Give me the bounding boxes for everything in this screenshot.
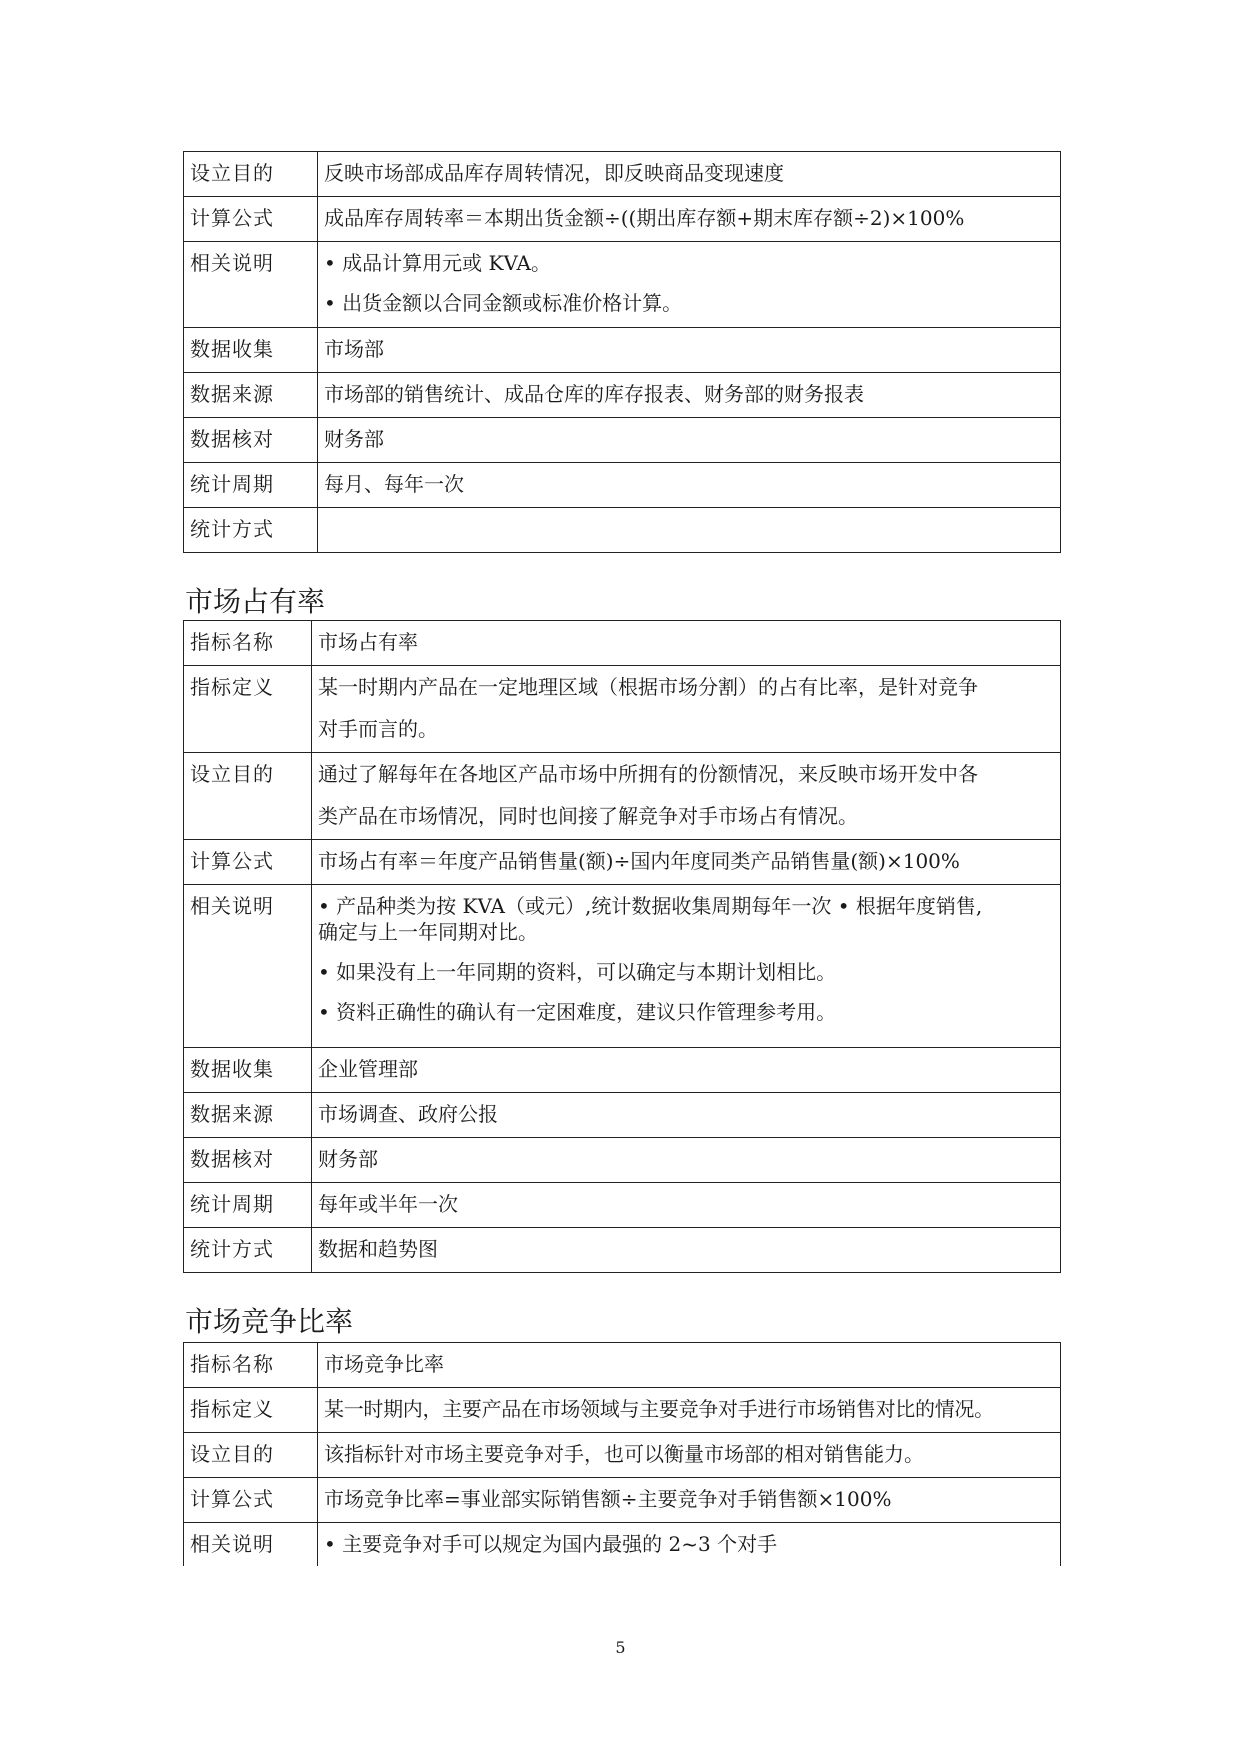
row-key: 数据来源 bbox=[184, 1093, 312, 1138]
row-value: 财务部 bbox=[312, 1138, 1061, 1183]
table-row bbox=[184, 242, 1061, 328]
table-row bbox=[184, 328, 1061, 373]
table-row bbox=[184, 463, 1061, 508]
page-number: 5 bbox=[615, 1638, 626, 1657]
table-row bbox=[184, 666, 1061, 753]
row-key: 数据来源 bbox=[184, 373, 318, 418]
section-title-market-share: 市场占有率 bbox=[185, 585, 326, 618]
row-key: 指标定义 bbox=[184, 666, 312, 753]
row-key: 统计周期 bbox=[184, 1183, 312, 1228]
row-value: 市场竞争比率 bbox=[318, 1343, 1061, 1388]
row-value: 某一时期内，主要产品在市场领域与主要竞争对手进行市场销售对比的情况。 bbox=[318, 1388, 1061, 1433]
table-row bbox=[184, 1433, 1061, 1478]
table-row bbox=[184, 152, 1061, 197]
row-key: 指标定义 bbox=[184, 1388, 318, 1433]
row-value: 每年或半年一次 bbox=[312, 1183, 1061, 1228]
table-row bbox=[184, 753, 1061, 840]
row-value: 通过了解每年在各地区产品市场中所拥有的份额情况，来反映市场开发中各 类产品在市场情况，同时也间接了解竞争对手市场占有情况。 bbox=[312, 753, 1061, 840]
row-key: 数据核对 bbox=[184, 1138, 312, 1183]
section-title-market-competition-ratio: 市场竞争比率 bbox=[185, 1305, 354, 1338]
table-row bbox=[184, 418, 1061, 463]
row-value: 市场占有率＝年度产品销售量(额)÷国内年度同类产品销售量(额)×100% bbox=[312, 840, 1061, 885]
row-key: 相关说明 bbox=[184, 242, 318, 328]
table-row bbox=[184, 508, 1061, 553]
table-row bbox=[184, 197, 1061, 242]
table-row bbox=[184, 1138, 1061, 1183]
table-row bbox=[184, 1388, 1061, 1433]
row-key: 设立目的 bbox=[184, 753, 312, 840]
indicator-table-inventory-turnover bbox=[183, 151, 1061, 553]
row-value: 数据和趋势图 bbox=[312, 1228, 1061, 1273]
table-row bbox=[184, 840, 1061, 885]
table-row bbox=[184, 1048, 1061, 1093]
row-value: 财务部 bbox=[318, 418, 1061, 463]
row-value: 反映市场部成品库存周转情况，即反映商品变现速度 bbox=[318, 152, 1061, 197]
row-value: 市场占有率 bbox=[312, 621, 1061, 666]
row-value: 成品库存周转率＝本期出货金额÷((期出库存额+期末库存额÷2)×100% bbox=[318, 197, 1061, 242]
row-value: 市场调查、政府公报 bbox=[312, 1093, 1061, 1138]
table-row bbox=[184, 1228, 1061, 1273]
row-key: 指标名称 bbox=[184, 1343, 318, 1388]
table-row bbox=[184, 1343, 1061, 1388]
row-key: 统计方式 bbox=[184, 508, 318, 553]
row-value: 每月、每年一次 bbox=[318, 463, 1061, 508]
row-key: 数据收集 bbox=[184, 1048, 312, 1093]
row-key: 相关说明 bbox=[184, 885, 312, 1048]
row-value: • 主要竞争对手可以规定为国内最强的 2~3 个对手 bbox=[318, 1523, 1061, 1566]
table-row bbox=[184, 1093, 1061, 1138]
table-row bbox=[184, 1523, 1061, 1566]
row-value: 市场部的销售统计、成品仓库的库存报表、财务部的财务报表 bbox=[318, 373, 1061, 418]
row-key: 计算公式 bbox=[184, 840, 312, 885]
table-row bbox=[184, 621, 1061, 666]
row-key: 设立目的 bbox=[184, 1433, 318, 1478]
row-value: • 成品计算用元或 KVA。 • 出货金额以合同金额或标准价格计算。 bbox=[318, 242, 1061, 328]
row-key: 统计周期 bbox=[184, 463, 318, 508]
indicator-table-market-share bbox=[183, 620, 1061, 1273]
row-key: 数据收集 bbox=[184, 328, 318, 373]
row-key: 相关说明 bbox=[184, 1523, 318, 1566]
row-value bbox=[318, 508, 1061, 553]
row-value: • 产品种类为按 KVA（或元）,统计数据收集周期每年一次 • 根据年度销售, 确定与上一年同期对比。 • 如果没有上一年同期的资料，可以确定与本期计划相比。 • 资料正确性的确认有一定困难度，建议只作管理参考用。 bbox=[312, 885, 1061, 1048]
row-value: 企业管理部 bbox=[312, 1048, 1061, 1093]
row-key: 计算公式 bbox=[184, 1478, 318, 1523]
row-value: 市场竞争比率=事业部实际销售额÷主要竞争对手销售额×100% bbox=[318, 1478, 1061, 1523]
row-value: 某一时期内产品在一定地理区域（根据市场分割）的占有比率，是针对竞争 对手而言的。 bbox=[312, 666, 1061, 753]
row-key: 指标名称 bbox=[184, 621, 312, 666]
row-key: 数据核对 bbox=[184, 418, 318, 463]
table-row bbox=[184, 1478, 1061, 1523]
table-row bbox=[184, 885, 1061, 1048]
indicator-table-competition-ratio bbox=[183, 1342, 1061, 1566]
row-key: 设立目的 bbox=[184, 152, 318, 197]
row-value: 市场部 bbox=[318, 328, 1061, 373]
table-row bbox=[184, 373, 1061, 418]
row-value: 该指标针对市场主要竞争对手，也可以衡量市场部的相对销售能力。 bbox=[318, 1433, 1061, 1478]
table-row bbox=[184, 1183, 1061, 1228]
row-key: 计算公式 bbox=[184, 197, 318, 242]
row-key: 统计方式 bbox=[184, 1228, 312, 1273]
